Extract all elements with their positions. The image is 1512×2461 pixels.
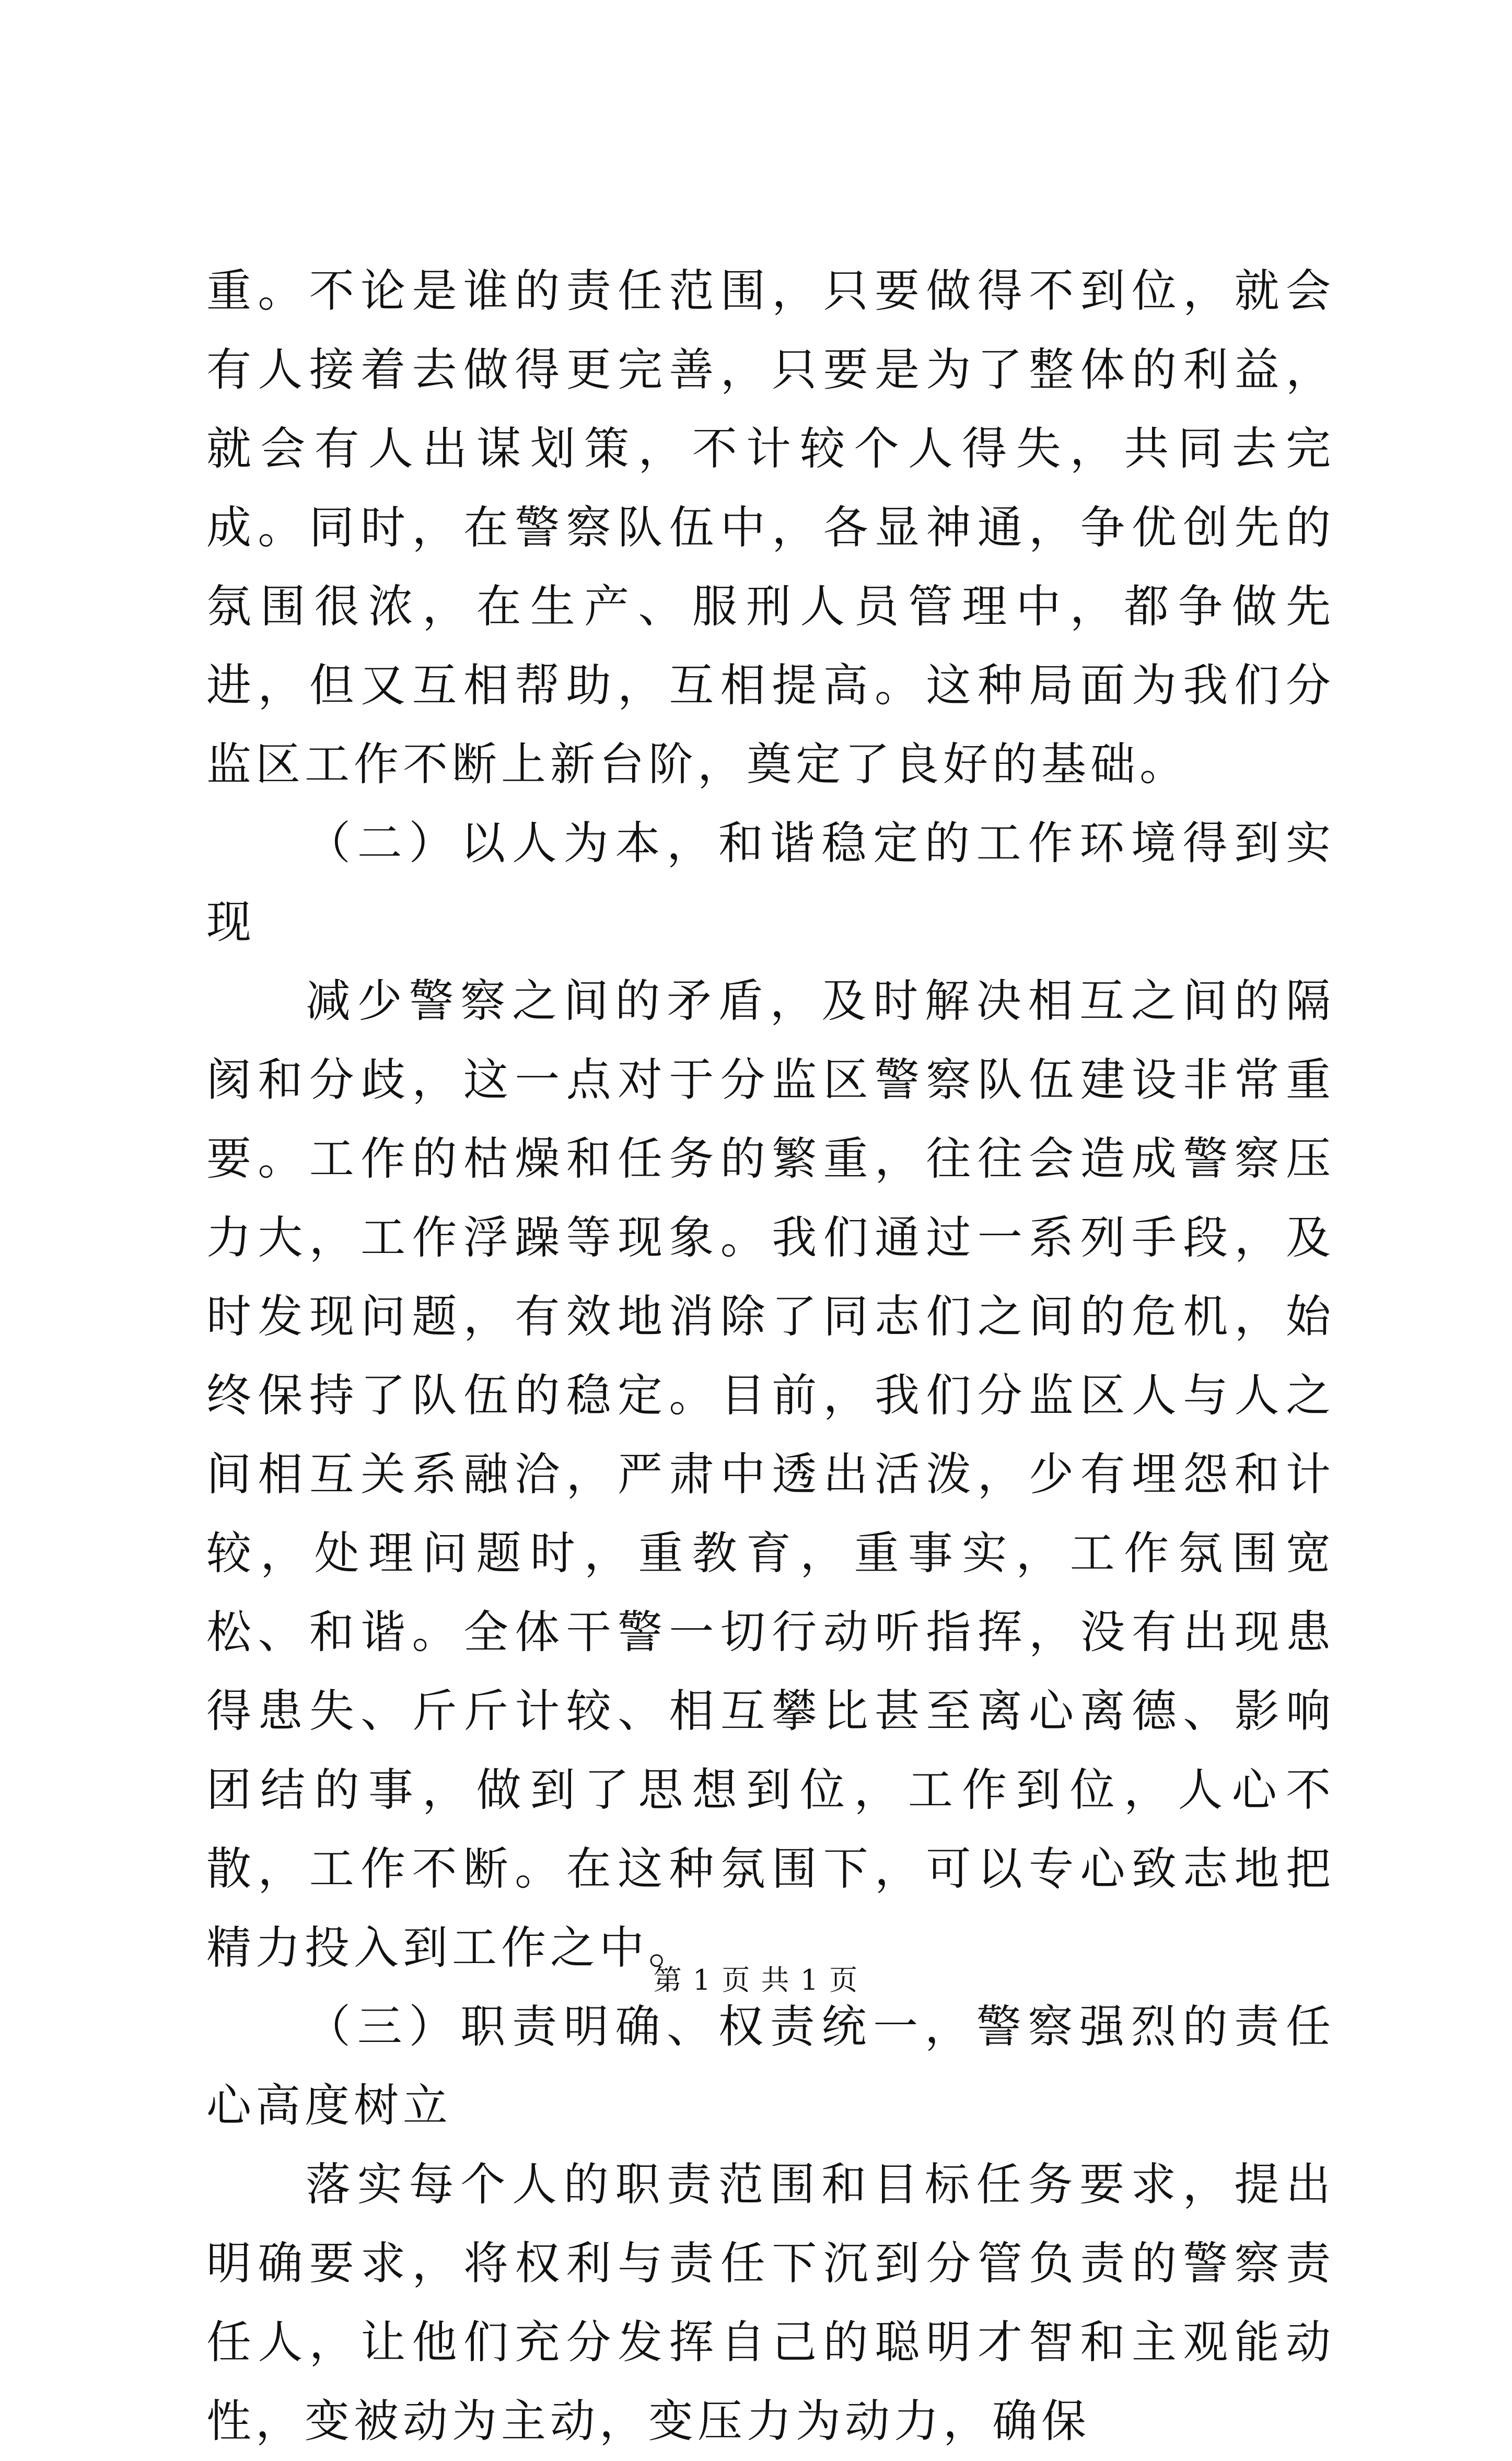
section-heading-3: （三）职责明确、权责统一，警察强烈的责任心高度树立 bbox=[206, 2001, 1335, 2132]
paragraph-responsibility: 落实每个人的职责范围和目标任务要求，提出明确要求，将权利与责任下沉到分管负责的警察责任人，让他们充分发挥自己的聪明才智和主观能动性，变被动为主动，变压力为动力，确保 bbox=[206, 2158, 1335, 2447]
section-heading-2: （二）以人为本，和谐稳定的工作环境得到实现 bbox=[206, 817, 1335, 948]
document-body bbox=[206, 252, 1335, 2461]
paragraph-harmony: 减少警察之间的矛盾，及时解决相互之间的隔阂和分歧，这一点对于分监区警察队伍建设非常重要。工作的枯燥和任务的繁重，往往会造成警察压力大，工作浮躁等现象。我们通过一系列手段，及时发现问题，有效地消除了同志们之间的危机，始终保持了队伍的稳定。目前，我们分监区人与人之间相互关系融洽，严肃中透出活泼，少有埋怨和计较，处理问题时，重教育，重事实，工作氛围宽松、和谐。全体干警一切行动听指挥，没有出现患得患失、斤斤计较、相互攀比甚至离心离德、影响团结的事，做到了思想到位，工作到位，人心不散，工作不断。在这种氛围下，可以专心致志地把精力投入到工作之中。 bbox=[206, 975, 1335, 1974]
page-footer: 第 1 页 共 1 页 bbox=[653, 1964, 859, 1996]
paragraph-continued: 重。不论是谁的责任范围，只要做得不到位，就会有人接着去做得更完善，只要是为了整体的利益，就会有人出谋划策，不计较个人得失，共同去完成。同时，在警察队伍中，各显神通，争优创先的氛围很浓，在生产、服刑人员管理中，都争做先进，但又互相帮助，互相提高。这种局面为我们分监区工作不断上新台阶，奠定了良好的基础。 bbox=[206, 265, 1335, 791]
